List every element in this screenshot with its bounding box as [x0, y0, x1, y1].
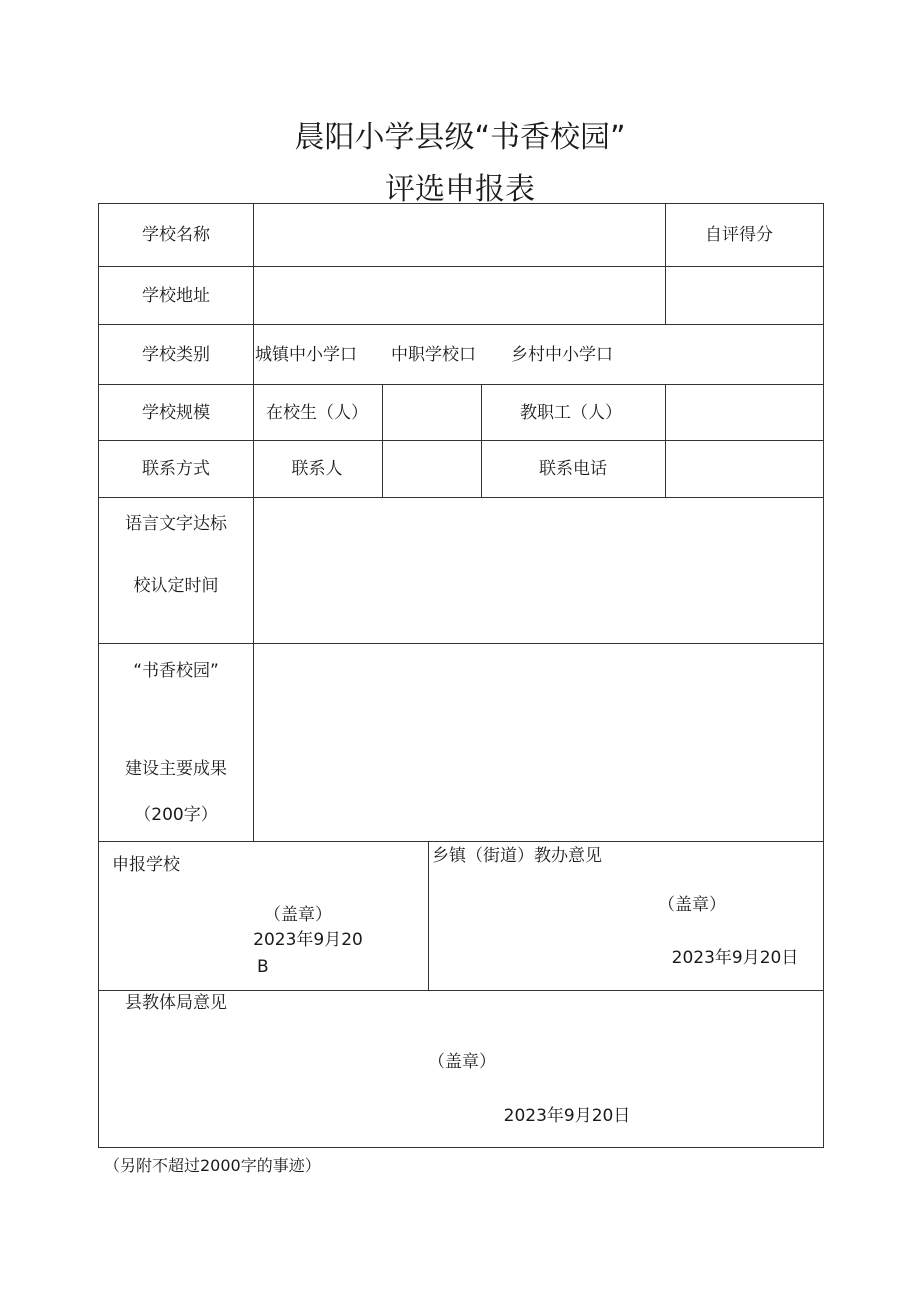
township-office-date: 2023年9月20日	[671, 948, 799, 968]
county-bureau-seal: （盖章）	[428, 1052, 496, 1072]
language-standard-label-line1: 语言文字达标	[125, 514, 227, 534]
contact-method-label: 联系方式	[142, 459, 210, 479]
county-bureau-date: 2023年9月20日	[503, 1106, 631, 1126]
township-office-label: 乡镇（街道）教办意见	[432, 846, 602, 866]
school-scale-label: 学校规模	[142, 403, 210, 423]
township-office-seal: （盖章）	[658, 895, 726, 915]
school-type-option-rural[interactable]: 乡村中小学口	[511, 345, 613, 365]
applicant-school-seal: （盖章）	[264, 905, 332, 925]
achievements-label-line2: 建设主要成果	[125, 759, 227, 779]
school-type-option-vocational[interactable]: 中职学校口	[391, 345, 476, 365]
achievements-label-line1: “书香校园”	[133, 661, 219, 681]
school-type-label: 学校类别	[142, 345, 210, 365]
contact-phone-label: 联系电话	[539, 459, 607, 479]
school-address-label: 学校地址	[142, 286, 210, 306]
applicant-school-date-line2: B	[257, 957, 269, 977]
school-name-label: 学校名称	[142, 225, 210, 245]
application-form-table	[98, 203, 824, 1148]
page-title: 晨阳小学县级“书香校园”	[294, 120, 626, 155]
self-score-label: 自评得分	[705, 225, 773, 245]
applicant-school-label: 申报学校	[112, 855, 180, 875]
county-bureau-label: 县教体局意见	[125, 993, 227, 1013]
achievements-label-line3: （200字）	[134, 805, 218, 825]
staff-label: 教职工（人）	[520, 403, 622, 423]
footnote: （另附不超过2000字的事迹）	[104, 1156, 321, 1175]
school-type-option-urban[interactable]: 城镇中小学口	[255, 345, 357, 365]
page-subtitle: 评选申报表	[385, 172, 535, 207]
applicant-school-date: 2023年9月20	[253, 930, 363, 950]
students-label: 在校生（人）	[266, 403, 368, 423]
language-standard-label-line2: 校认定时间	[133, 576, 219, 596]
contact-person-label: 联系人	[291, 459, 343, 479]
